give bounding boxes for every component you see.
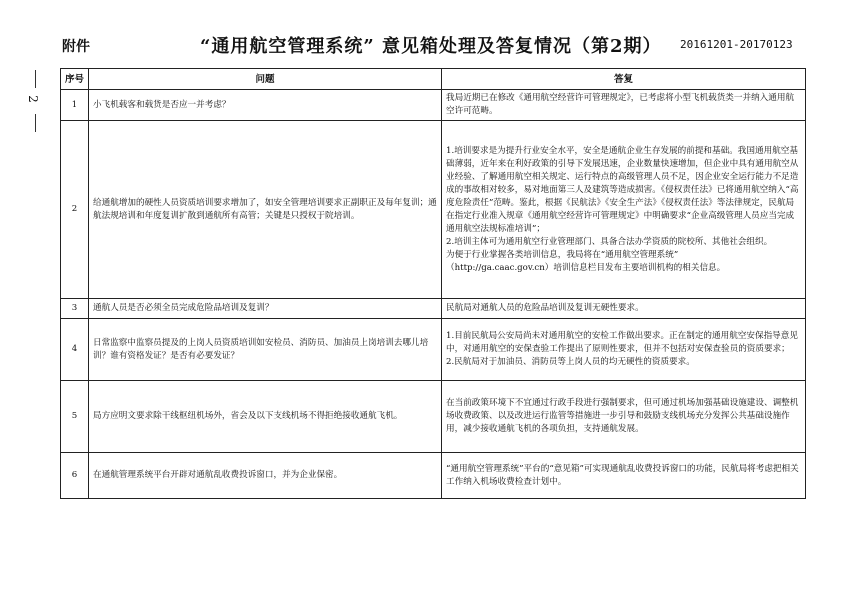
- answer-line: 民航局对通航人员的危险品培训及复训无硬性要求。: [446, 303, 644, 313]
- table-header-row: [61, 69, 806, 90]
- answer-line: （http://ga.caac.gov.cn）培训信息栏目发布主要培训机构的相关信息。: [446, 262, 726, 273]
- row-answer: [442, 299, 806, 319]
- feedback-table: [60, 68, 806, 499]
- row-question: 日常监察中监察员提及的上岗人员资质培训如安检员、消防员、加油员上岗培训去哪儿培训？谁有资格发证？是否有必要发证？: [89, 319, 442, 381]
- answer-line: 2.培训主体可为通用航空行业管理部门、具备合法办学资质的院校所、其他社会组织。: [446, 236, 773, 247]
- column-header-no: 序号: [61, 69, 89, 90]
- row-number: 1: [61, 90, 89, 121]
- page-number: 2: [25, 95, 40, 103]
- row-number: 2: [61, 121, 89, 299]
- answer-line: 1.培训要求是为提升行业安全水平，安全是通航企业生存发展的前提和基础。我国通用航空基础薄弱，近年来在利好政策的引导下发展迅速，企业数量快速增加，但企业中具有通用航空从业经验、了解通用航空相关规定、运行特点的高级管理人员不足，因企业安全运行能力不足造成的事故相对较多，易对地面第三人及建筑等造成损害。《侵权责任法》已将通用航空纳入“高度危险责任”范畴。鉴此，根据《民航法》《安全生产法》《侵权责任法》等法律规定，民航局在指定行业准入规章《通用航空经营许可管理规定》中明确要求“企业高级管理人员应当完成通用航空法规标准培训”；: [446, 145, 799, 234]
- row-answer: [442, 453, 806, 499]
- table-row: [61, 453, 806, 499]
- row-number: 5: [61, 381, 89, 453]
- row-number: 3: [61, 299, 89, 319]
- table-row: [61, 299, 806, 319]
- row-question: 小飞机载客和载货是否应一并考虑？: [89, 90, 442, 121]
- column-header-question: 问题: [89, 69, 442, 90]
- page-number-bar-bottom: [35, 114, 36, 132]
- row-question: 给通航增加的硬性人员资质培训要求增加了，如安全管理培训要求正副职正及每年复训；通航法规培训和年度复训扩散到通航所有高管；关键是只授权于院培训。: [89, 121, 442, 299]
- column-header-answer: 答复: [442, 69, 806, 90]
- row-answer: [442, 121, 806, 299]
- row-question: 在通航管理系统平台开辟对通航乱收费投诉窗口，并为企业保密。: [89, 453, 442, 499]
- table-row: [61, 381, 806, 453]
- row-answer: [442, 319, 806, 381]
- page-title: “通用航空管理系统” 意见箱处理及答复情况（第2期）: [200, 36, 662, 57]
- answer-line: 2.民航局对于加油员、消防员等上岗人员的均无硬性的资质要求。: [446, 357, 695, 367]
- answer-line: 我局近期已在修改《通用航空经营许可管理规定》，已考虑将小型飞机载货类一并纳入通用航空许可范畴。: [446, 93, 795, 116]
- date-range: 20161201-20170123: [680, 38, 793, 51]
- row-question: 局方应明文要求除干线枢纽机场外，省会及以下支线机场不得拒绝接收通航飞机。: [89, 381, 442, 453]
- answer-line: 1.目前民航局公安局尚未对通用航空的安检工作做出要求。正在制定的通用航空安保指导意见中，对通用航空的安保查验工作提出了原则性要求，但并不包括对安保查验员的资质要求；: [446, 331, 798, 354]
- row-number: 6: [61, 453, 89, 499]
- row-answer: [442, 90, 806, 121]
- attachment-label: 附件: [62, 39, 90, 55]
- answer-line: 在当前政策环境下不宜通过行政手段进行强制要求，但可通过机场加强基础设施建设、调整机场收费政策、以及改进运行监管等措施进一步引导和鼓励支线机场充分发挥公共基础设施作用，减少接收通航飞机的各项负担，支持通航发展。: [446, 398, 799, 434]
- table-row: [61, 121, 806, 299]
- answer-line: 为便于行业掌握各类培训信息，我局将在“通用航空管理系统”: [446, 249, 679, 260]
- row-number: 4: [61, 319, 89, 381]
- page-number-marker: [26, 70, 46, 140]
- answer-line: “通用航空管理系统”平台的“意见箱”可实现通航乱收费投诉窗口的功能，民航局将考虑把相关工作纳入机场收费检查计划中。: [446, 463, 799, 487]
- table-row: [61, 90, 806, 121]
- row-question: 通航人员是否必须全员完成危险品培训及复训？: [89, 299, 442, 319]
- page-number-bar-top: [35, 70, 36, 88]
- row-answer: [442, 381, 806, 453]
- table-row: [61, 319, 806, 381]
